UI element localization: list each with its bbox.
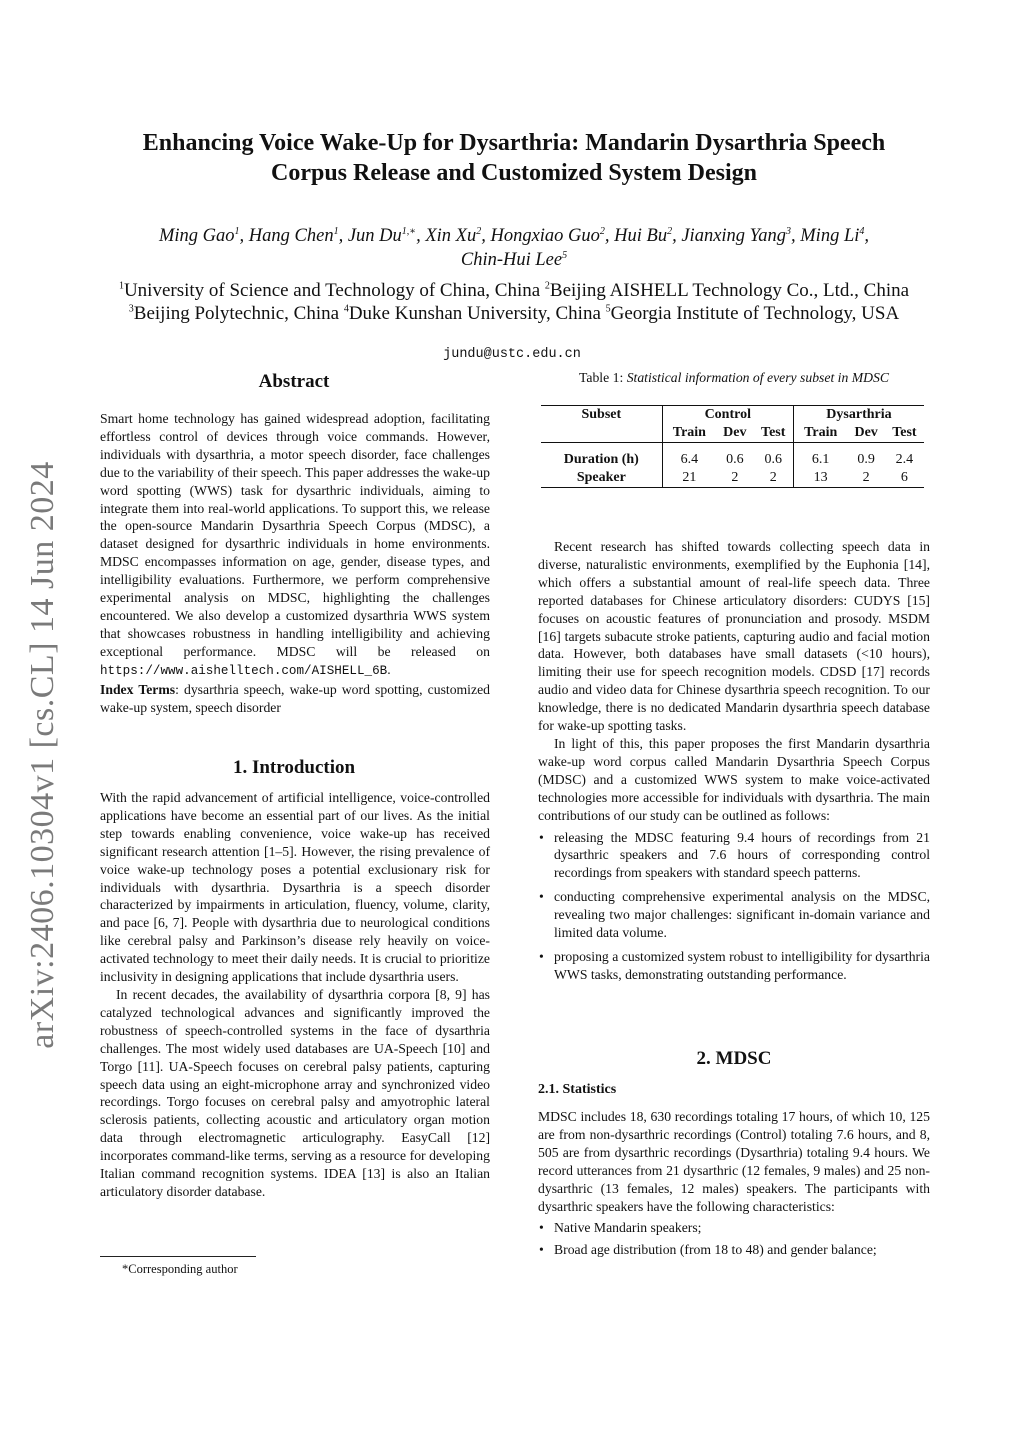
affil-sup: 1 xyxy=(118,280,124,292)
table-cell: 2.4 xyxy=(895,452,914,467)
author-sup: 1,∗ xyxy=(401,225,417,237)
affil-text: Beijing AISHELL Technology Co., Ltd., China xyxy=(549,280,910,301)
table-header-control: Control xyxy=(662,406,793,424)
title-line-1: Enhancing Voice Wake-Up for Dysarthria: Mandarin Dysarthria Speech xyxy=(142,130,886,156)
author-name: Jun Du xyxy=(347,226,402,246)
stats-table xyxy=(541,405,924,488)
table-caption xyxy=(538,370,930,386)
abstract-section xyxy=(100,410,490,716)
affil-sup: 3 xyxy=(128,303,134,315)
characteristics-list xyxy=(538,1219,930,1259)
author-sup: 4 xyxy=(859,225,865,237)
author-sup: 2 xyxy=(599,225,605,237)
affil-text: Georgia Institute of Technology, USA xyxy=(610,303,900,324)
table-cell: 0.9 xyxy=(857,452,875,467)
statistics-section xyxy=(538,1108,930,1263)
table-caption-label: Table 1: xyxy=(578,370,627,385)
author-sup: 2 xyxy=(667,225,673,237)
author-name: Hongxiao Guo xyxy=(490,226,600,246)
affil-sup: 5 xyxy=(605,303,611,315)
intro-paragraph: In recent decades, the availability of dysarthria corpora [8, 9] has catalyzed technological advances and significantly improved the robustness of speech-controlled systems in the face of dysarthria challenges. The most widely used databases are UA-Speech [10] and Torgo [11]. UA-Speech focuses on cerebral palsy patients, capturing speech data using an eight-microphone array and synchronized video recordings. Torgo focuses on cerebral palsy and amyotrophic lateral sclerosis patients, collecting acoustic and articulatory organ motion data through electromagnetic articulography. EasyCall [12] incorporates command-like terms, serving as a resource for developing Italian command recognition systems. IDEA [13] is also an Italian articulatory disorder database. xyxy=(100,986,490,1199)
author-name: Ming Li xyxy=(800,226,860,246)
table-subheader: Test xyxy=(761,425,786,440)
author-name: Hui Bu xyxy=(614,226,668,246)
table-header-dysarthria: Dysarthria xyxy=(793,406,924,424)
body-paragraph: Recent research has shifted towards collecting speech data in diverse, naturalistic environments, exemplified by the Euphonia [14], which offers a substantial amount of real-life speech data. Three reported databases for Chinese articulatory disorders: CUDYS [15] focuses on acoustic features of pronunciation and prosody. MSDM [16] targets subacute stroke patients, capturing audio and facial motion data. However, both databases have small datasets (<10 hours), limiting their use for speech recognition models. CDSD [17] records audio and video data for Chinese dysarthria speech recognition. To our knowledge, there is no dedicated Mandarin dysarthria speech database for wake-up spotting tasks. xyxy=(538,539,930,734)
index-terms-text: : dysarthria speech, wake-up word spotting, customized wake-up system, speech disorder xyxy=(100,681,490,715)
abstract-text: Smart home technology has gained widespread adoption, facilitating effortless control of devices through voice commands. However, individuals with dysarthria, a motor speech disorder, face challenges due to the variability of their speech. This paper addresses the wake-up word spotting (WWS) task for dysarthric individuals, aiming to integrate them into real-world applications. To support this, we release the open-source Mandarin Dysarthria Speech Corpus (MDSC), a dataset designed for dysarthric individuals in home environments. MDSC encompasses information on age, gender, disease types, and intelligibility evaluations. Furthermore, we perform comprehensive experimental analysis on MDSC, highlighting the challenges encountered. We also develop a customized dysarthria WWS system that showcases robustness in handling intelligibility and achieving exceptional performance. MDSC will be released on xyxy=(100,411,490,659)
mdsc-heading: 2. MDSC xyxy=(696,1048,772,1069)
arxiv-stamp xyxy=(14,455,72,1055)
author-name: Chin-Hui Lee xyxy=(460,250,563,270)
author-sup: 5 xyxy=(562,249,568,261)
body-paragraph: In light of this, this paper proposes the first Mandarin dysarthria wake-up word corpus called Mandarin Dysarthria Speech Corpus (MDSC) and a customized WWS system to make voice-activated technologies more accessible for individuals with dysarthria. The main contributions of our study can be outlined as follows: xyxy=(538,735,930,823)
intro-heading: 1. Introduction xyxy=(232,757,356,778)
author-name: Xin Xu xyxy=(425,226,477,246)
table-cell: 2 xyxy=(862,470,870,485)
arxiv-id: arXiv:2406.10304v1 [cs.CL] 14 Jun 2024 xyxy=(24,461,61,1049)
list-item: • releasing the MDSC featuring 9.4 hours of recordings from 21 dysarthric speakers and 7.6 hours of corresponding control recordings from speakers with standard speech patterns. xyxy=(538,829,930,883)
index-terms xyxy=(100,681,490,717)
author-sup: 1 xyxy=(333,225,339,237)
title-line-2: Corpus Release and Customized System Design xyxy=(271,160,757,186)
author-sup: 1 xyxy=(234,225,240,237)
author-sup: 2 xyxy=(476,225,482,237)
table-row xyxy=(541,469,924,488)
affil-text: Duke Kunshan University, China xyxy=(348,303,606,324)
abstract-url-tail: . xyxy=(387,661,391,677)
table-header-row xyxy=(541,406,924,424)
table-cell: 2 xyxy=(731,470,739,485)
list-item: • conducting comprehensive experimental analysis on the MDSC, revealing two major challenges: significant in-domain variance and limited data volume. xyxy=(538,888,930,942)
table-row-label: Duration (h) xyxy=(563,452,639,467)
table-subheader: Dev xyxy=(723,425,747,440)
affiliations xyxy=(90,279,938,325)
affil-sup: 2 xyxy=(544,280,550,292)
list-item: • proposing a customized system robust to intelligibility for dysarthria WWS tasks, demonstrating outstanding performance. xyxy=(538,948,930,984)
table-subheader: Train xyxy=(793,424,847,443)
affil-text: University of Science and Technology of China, China xyxy=(123,280,545,301)
table-cell: 13 xyxy=(793,469,847,488)
table-cell: 0.6 xyxy=(726,452,744,467)
intro-paragraph: With the rapid advancement of artificial intelligence, voice-controlled applications have become an essential part of our lives. As the initial step towards enabling convenience, voice wake-up has received significant research attention [1–5]. However, the rising prevalence of voice wake-up technology poses a potential exclusionary risk for individuals with dysarthria. Dysarthria is a speech disorder characterized by impairments in articulation, fluency, volume, clarity, and pace [6, 7]. People with dysarthria due to neurological conditions like cerebral palsy and Parkinson’s disease rely heavily on voice-activated technology to meet their daily needs. It is crucial to prioritize inclusivity in designing applications that include dysarthria users. xyxy=(100,790,490,985)
author-sup: 3 xyxy=(786,225,792,237)
list-item: • Native Mandarin speakers; xyxy=(538,1219,930,1237)
footnote: *Corresponding author xyxy=(122,1262,238,1276)
table-subheader: Test xyxy=(892,425,917,440)
table-header-subset: Subset xyxy=(581,407,622,422)
dataset-url-link[interactable]: https://www.aishelltech.com/AISHELL_6B xyxy=(100,663,388,678)
intro-section xyxy=(100,789,490,1201)
footnote-rule xyxy=(100,1256,256,1257)
table-cell: 6.1 xyxy=(793,451,847,469)
index-terms-label: Index Terms xyxy=(100,681,176,697)
abstract-heading: Abstract xyxy=(258,371,330,392)
table-row-label: Speaker xyxy=(576,470,626,485)
statistics-heading: 2.1. Statistics xyxy=(538,1082,617,1097)
affil-text: Beijing Polytechnic, China xyxy=(133,303,344,324)
table-cell: 6 xyxy=(900,470,908,485)
table-subheader-row xyxy=(541,424,924,443)
table-row xyxy=(541,451,924,469)
abstract-paragraph xyxy=(100,410,490,681)
table-subheader: Dev xyxy=(854,425,878,440)
table-caption-text: Statistical information of every subset in MDSC xyxy=(626,370,890,385)
list-item: • Broad age distribution (from 18 to 48) and gender balance; xyxy=(538,1241,930,1259)
table-subheader: Train xyxy=(662,424,716,443)
paper-title xyxy=(100,128,928,188)
table-cell: 0.6 xyxy=(764,452,782,467)
author-name: Jianxing Yang xyxy=(681,226,787,246)
table-cell: 2 xyxy=(769,470,777,485)
author-name: Ming Gao xyxy=(158,226,235,246)
table-cell: 21 xyxy=(662,469,716,488)
table-cell: 6.4 xyxy=(662,451,716,469)
contact-email[interactable]: jundu@ustc.edu.cn xyxy=(443,347,581,362)
author-name: Hang Chen xyxy=(248,226,334,246)
contribution-list xyxy=(538,829,930,984)
statistics-paragraph: MDSC includes 18, 630 recordings totaling 17 hours, of which 10, 125 are from non-dysarthric recordings (Control) totaling 7.6 hours, and 8, 505 are from dysarthric recordings (Dysarthria) totaling 9.4 hours. We record utterances from 21 dysarthric (12 females, 9 males) and 25 non-dysarthric (13 females, 12 males) speakers. The participants with dysarthric speakers have the following characteristics: xyxy=(538,1109,930,1214)
affil-sup: 4 xyxy=(343,303,349,315)
related-work-section xyxy=(538,538,930,990)
author-list: Ming Gao$^1$, Hang Chen$^1$, Jun $Du^{1,∗}$, Xin Xu$^2$, Hongxiao Guo$^2$, Hui Bu$^2$, Jianxing Yang$^3$, Ming Li$^4$, Chin-Hui Lee$^5$ xyxy=(158,225,869,270)
